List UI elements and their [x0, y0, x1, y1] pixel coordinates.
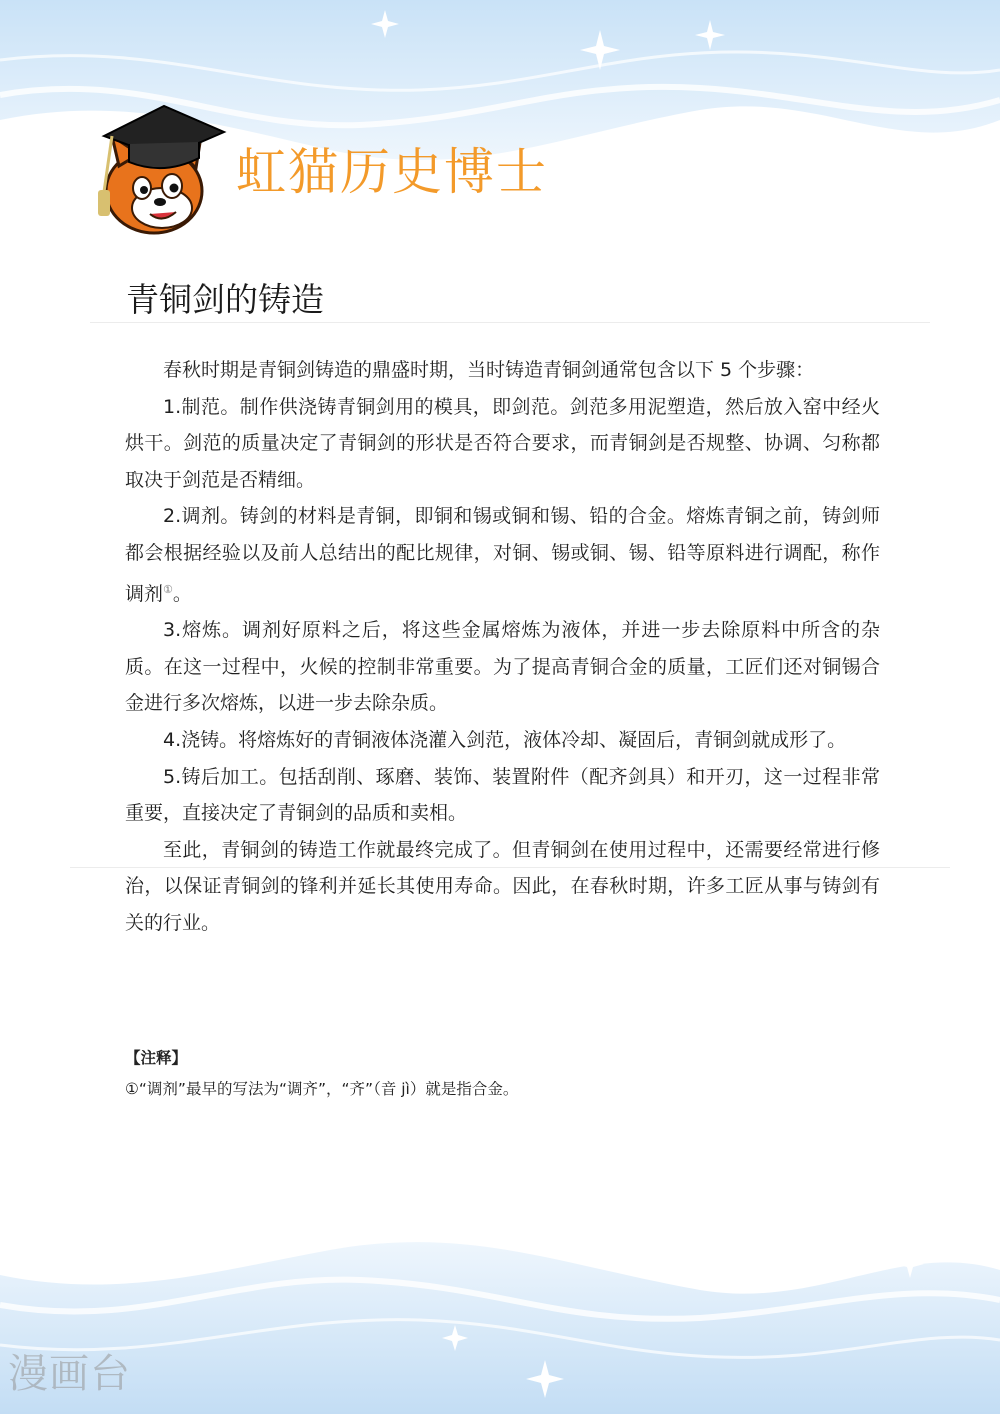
watermark-logo: 漫画台: [8, 1351, 131, 1397]
mascot-cat-icon: [84, 96, 234, 246]
footnote-marker: ①: [163, 582, 173, 596]
notes-heading: 【注释】: [125, 1049, 188, 1067]
article-body: [125, 352, 880, 942]
step-2-paragraph: [125, 498, 880, 612]
step-5-paragraph: 5.铸后加工。包括刮削、琢磨、装饰、装置附件（配齐剑具）和开刃，这一过程非常重要，直接决定了青铜剑的品质和卖相。: [125, 765, 880, 825]
step-4-paragraph: 4.浇铸。将熔炼好的青铜液体浇灌入剑范，液体冷却、凝固后，青铜剑就成形了。: [163, 728, 847, 751]
conclusion-paragraph: 至此，青铜剑的铸造工作就最终完成了。但青铜剑在使用过程中，还需要经常进行修治，以保证青铜剑的锋利并延长其使用寿命。因此，在春秋时期，许多工匠从事与铸剑有关的行业。: [125, 838, 880, 934]
step-3-paragraph: 3.熔炼。调剂好原料之后，将这些金属熔炼为液体，并进一步去除原料中所含的杂质。在这一过程中，火候的控制非常重要。为了提高青铜合金的质量，工匠们还对铜锡合金进行多次熔炼，以进一步去除杂质。: [125, 619, 880, 715]
mid-divider: [70, 867, 950, 868]
title-divider: [90, 322, 930, 323]
intro-paragraph: 春秋时期是青铜剑铸造的鼎盛时期，当时铸造青铜剑通常包含以下 5 个步骤：: [163, 359, 815, 381]
note-item: ①“调剂”最早的写法为“调齐”，“齐”（音 jì）就是指合金。: [125, 1080, 519, 1098]
step-1-paragraph: 1.制范。制作供浇铸青铜剑用的模具，即剑范。剑范多用泥塑造，然后放入窑中经火烘干。剑范的质量决定了青铜剑的形状是否符合要求，而青铜剑是否规整、协调、匀称都取决于剑范是否精细。: [125, 395, 880, 491]
step-2-text: 2.调剂。铸剑的材料是青铜，即铜和锡或铜和锡、铅的合金。熔炼青铜之前，铸剑师都会根据经验以及前人总结出的配比规律，对铜、锡或铜、锡、铅等原料进行调配，称作调剂: [125, 505, 880, 605]
notes-section: [125, 1044, 885, 1106]
page-header-title: 虹猫历史博士: [236, 143, 548, 201]
article-title: 青铜剑的铸造: [126, 280, 324, 319]
step-2-end: 。: [172, 582, 192, 605]
